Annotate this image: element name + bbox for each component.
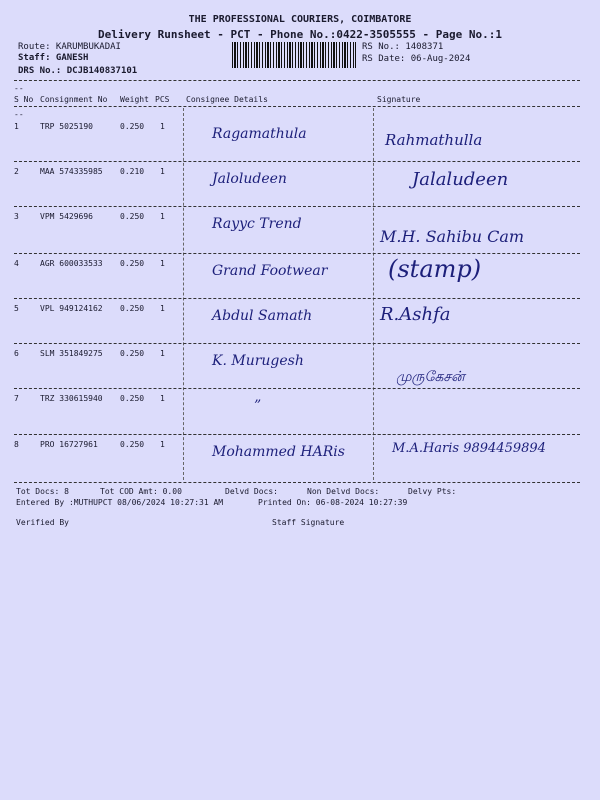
- row-signature: Rahmathulla: [385, 131, 483, 149]
- col-sno: S No: [14, 95, 34, 104]
- col-weight: Weight: [120, 95, 149, 104]
- row-divider: [14, 434, 580, 435]
- row-pcs: 1: [160, 259, 165, 268]
- row-sno: 7: [14, 394, 19, 403]
- row-pcs: 1: [160, 304, 165, 313]
- verified-by: Verified By: [16, 518, 69, 527]
- divider: [14, 106, 580, 107]
- row-consignment: MAA 574335985: [40, 167, 103, 176]
- row-pcs: 1: [160, 212, 165, 221]
- row-weight: 0.250: [120, 259, 145, 268]
- row-weight: 0.210: [120, 167, 145, 176]
- column-guide: [183, 108, 184, 480]
- row-pcs: 1: [160, 167, 165, 176]
- route: Route: KARUMBUKADAI: [18, 42, 121, 52]
- row-consignment: SLM 351849275: [40, 349, 103, 358]
- row-consignment: TRZ 330615940: [40, 394, 103, 403]
- row-signature: M.H. Sahibu Cam: [380, 227, 525, 246]
- row-weight: 0.250: [120, 212, 145, 221]
- entered-by: Entered By :MUTHUPCT 08/06/2024 10:27:31 AM: [16, 498, 224, 507]
- row-signature: M.A.Haris 9894459894: [392, 441, 546, 456]
- drs-number: DRS No.: DCJB140837101: [18, 66, 138, 76]
- col-consignee: Consignee Details: [186, 95, 268, 104]
- row-sno: 6: [14, 349, 19, 358]
- company-name: THE PROFESSIONAL COURIERS, COIMBATORE: [188, 14, 412, 25]
- row-sno: 4: [14, 259, 19, 268]
- column-guide: [373, 108, 374, 480]
- delivery-points: Delvy Pts:: [408, 487, 457, 496]
- row-consignment: VPL 949124162: [40, 304, 103, 313]
- row-consignee: Rayyc Trend: [212, 216, 302, 232]
- row-pcs: 1: [160, 349, 165, 358]
- row-consignee: Grand Footwear: [212, 263, 328, 279]
- staff: Staff: GANESH: [18, 53, 89, 63]
- row-divider: [14, 253, 580, 254]
- row-signature: R.Ashfa: [380, 304, 451, 325]
- row-consignment: TRP 5025190: [40, 122, 93, 131]
- row-weight: 0.250: [120, 394, 145, 403]
- divider: [14, 80, 580, 81]
- divider: [14, 482, 580, 483]
- row-pcs: 1: [160, 440, 165, 449]
- row-signature: Jalaludeen: [412, 169, 509, 190]
- staff-signature-label: Staff Signature: [272, 518, 345, 527]
- row-pcs: 1: [160, 394, 165, 403]
- row-consignee: K. Murugesh: [212, 353, 304, 369]
- dash-mark: --: [14, 110, 24, 119]
- total-cod: Tot COD Amt: 0.00: [100, 487, 182, 496]
- row-consignment: AGR 600033533: [40, 259, 103, 268]
- delivered-docs: Delvd Docs:: [225, 487, 278, 496]
- row-divider: [14, 298, 580, 299]
- row-divider: [14, 388, 580, 389]
- row-signature: முருகேசன்: [396, 369, 465, 385]
- row-signature: (stamp): [388, 255, 482, 283]
- row-sno: 1: [14, 122, 19, 131]
- row-divider: [14, 161, 580, 162]
- row-consignee: ”: [254, 398, 262, 414]
- row-weight: 0.250: [120, 122, 145, 131]
- printed-on: Printed On: 06-08-2024 10:27:39: [258, 498, 408, 507]
- row-consignee: Abdul Samath: [212, 308, 313, 324]
- row-divider: [14, 206, 580, 207]
- row-consignee: Jaloludeen: [212, 171, 287, 187]
- dash-mark: --: [14, 84, 24, 93]
- row-consignee: Mohammed HARis: [212, 444, 345, 460]
- row-pcs: 1: [160, 122, 165, 131]
- rs-date: RS Date: 06-Aug-2024: [362, 54, 471, 64]
- non-delivered-docs: Non Delvd Docs:: [307, 487, 380, 496]
- total-docs: Tot Docs: 8: [16, 487, 69, 496]
- barcode: [232, 42, 356, 68]
- row-weight: 0.250: [120, 304, 145, 313]
- row-sno: 8: [14, 440, 19, 449]
- runsheet-title: Delivery Runsheet - PCT - Phone No.:0422-3505555 - Page No.:1: [98, 28, 502, 41]
- row-sno: 2: [14, 167, 19, 176]
- row-weight: 0.250: [120, 440, 145, 449]
- col-pcs: PCS: [155, 95, 170, 104]
- col-consignment: Consignment No: [40, 95, 108, 104]
- rs-number: RS No.: 1408371: [362, 42, 444, 52]
- row-sno: 3: [14, 212, 19, 221]
- row-divider: [14, 343, 580, 344]
- row-consignment: PRO 16727961: [40, 440, 98, 449]
- row-consignment: VPM 5429696: [40, 212, 93, 221]
- row-consignee: Ragamathula: [212, 126, 307, 142]
- col-signature: Signature: [377, 95, 421, 104]
- row-sno: 5: [14, 304, 19, 313]
- row-weight: 0.250: [120, 349, 145, 358]
